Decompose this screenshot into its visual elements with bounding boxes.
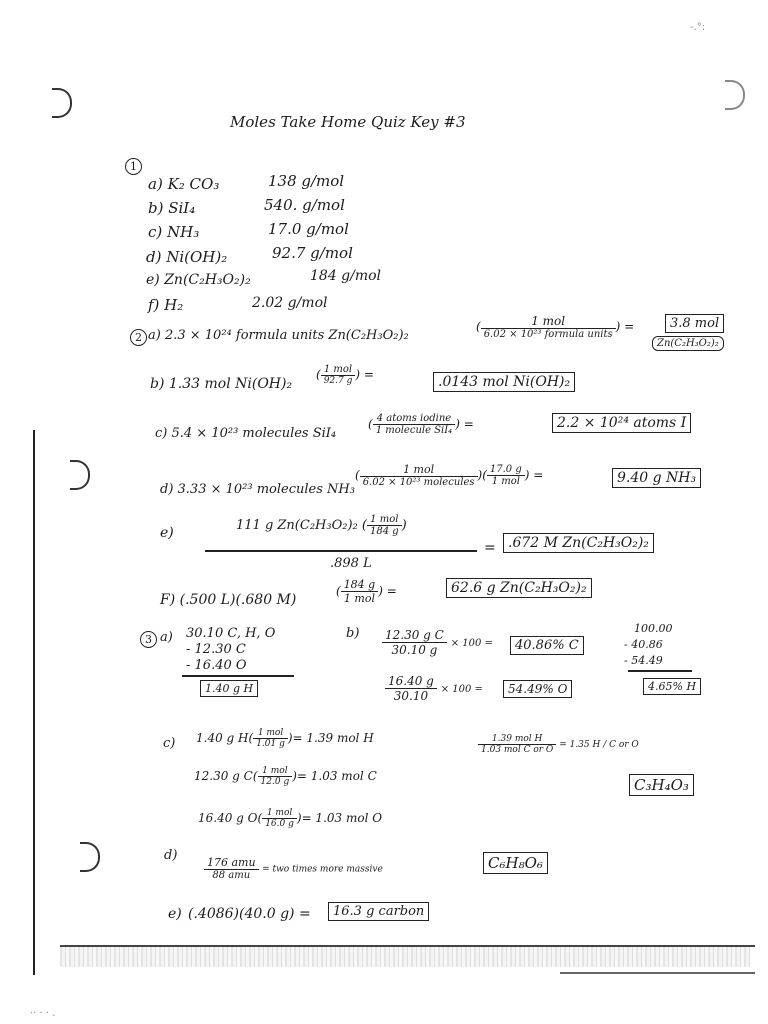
q2b-conversion: ( $\frac{\text{1 mol}}{92.7 g}$ ) = bbox=[316, 364, 374, 386]
q1-label: c) NH₃ bbox=[148, 223, 200, 241]
q3e-expression: (.4086)(40.0 g) = bbox=[188, 906, 311, 922]
q2d-answer: 9.40 g NH₃ bbox=[612, 468, 701, 488]
q2a-conversion: ( $\frac{\text{1 mol}}{\text{6.02 × 10²³ formula units}}$ ) = bbox=[476, 314, 635, 340]
q3a-lead: a) bbox=[160, 630, 173, 645]
bottom-rule bbox=[60, 945, 755, 947]
q1-label: e) Zn(C₂H₃O₂)₂ bbox=[146, 272, 251, 288]
q3a-answer: 1.40 g H bbox=[200, 680, 258, 697]
q3d-lead: d) bbox=[164, 848, 178, 863]
q2e-answer: .672 M Zn(C₂H₃O₂)₂ bbox=[503, 533, 654, 553]
q1-value: 184 g/mol bbox=[310, 268, 382, 284]
q3b-lead: b) bbox=[346, 626, 360, 641]
q3c-lead: c) bbox=[163, 736, 176, 751]
q1-label: f) H₂ bbox=[148, 296, 184, 314]
q1-value: 92.7 g/mol bbox=[272, 244, 353, 262]
q3e-lead: e) bbox=[168, 906, 182, 922]
q3b-answer-1: 40.86% C bbox=[510, 636, 584, 655]
q3a-line: - 12.30 C bbox=[186, 642, 246, 657]
q3d-formula: C₆H₈O₆ bbox=[483, 852, 548, 874]
q2c-lead: c) 5.4 × 10²³ molecules SiI₄ bbox=[155, 426, 337, 441]
q3b-column-bar bbox=[628, 670, 692, 672]
q3b-column: - 40.86 bbox=[624, 638, 663, 651]
q2d-conversion: ( $\frac{\text{1 mol}}{\text{6.02 × 10²³ molecules}}$ )( $\frac{17.0 g}{\text{1 mol}}$ ) = bbox=[355, 463, 544, 488]
q2f-answer: 62.6 g Zn(C₂H₃O₂)₂ bbox=[446, 578, 592, 598]
punch-hole bbox=[70, 460, 90, 490]
scan-speck: -.°: bbox=[690, 22, 706, 33]
q1-value: 2.02 g/mol bbox=[252, 295, 328, 311]
q1-label: b) SiI₄ bbox=[148, 199, 196, 217]
q3a-line: - 16.40 O bbox=[186, 658, 247, 673]
q2c-conversion: ( $\frac{\text{4 atoms iodine}}{\text{1 molecule SiI₄}}$ ) = bbox=[368, 413, 474, 436]
q3c-formula: C₃H₄O₃ bbox=[629, 774, 694, 796]
q3b-answer-3: 4.65% H bbox=[643, 678, 701, 695]
q2a-answer: 3.8 mol bbox=[665, 314, 724, 333]
q3b-column: 100.00 bbox=[634, 622, 673, 635]
q2a-answer-unit: Zn(C₂H₃O₂)₂ bbox=[652, 336, 724, 351]
q2e-top: 111 g Zn(C₂H₃O₂)₂ ( $\frac{\text{1 mol}}{184 g}$ ) bbox=[236, 514, 407, 537]
q3c-carbon: 12.30 g C( $\frac{\text{1 mol}}{12.0 g}$ )= 1.03 mol C bbox=[194, 766, 377, 787]
scan-speck: ·· · · . bbox=[30, 1008, 56, 1019]
q3b-answer-2: 54.49% O bbox=[503, 680, 572, 698]
question-3-number: 3 bbox=[140, 628, 157, 648]
q3b-fraction-1: $\frac{\text{12.30 g C}}{30.10 g}$ × 100 = bbox=[382, 628, 493, 657]
q2b-lead: b) 1.33 mol Ni(OH)₂ bbox=[150, 376, 293, 392]
q2f-conversion: ( $\frac{184 g}{\text{1 mol}}$ ) = bbox=[336, 578, 397, 605]
q2e-lead: e) bbox=[160, 525, 174, 541]
q3e-answer: 16.3 g carbon bbox=[328, 902, 429, 921]
page-title: Moles Take Home Quiz Key #3 bbox=[230, 113, 466, 131]
q2c-answer: 2.2 × 10²⁴ atoms I bbox=[552, 413, 691, 433]
q2b-answer: .0143 mol Ni(OH)₂ bbox=[433, 372, 575, 392]
q3c-hydrogen: 1.40 g H( $\frac{\text{1 mol}}{1.01 g}$ )= 1.39 mol H bbox=[196, 728, 374, 749]
q2f-lead: F) (.500 L)(.680 M) bbox=[160, 592, 297, 608]
q1-value: 17.0 g/mol bbox=[268, 220, 349, 238]
q1-label: d) Ni(OH)₂ bbox=[146, 248, 228, 266]
q2a-lead: a) 2.3 × 10²⁴ formula units Zn(C₂H₃O₂)₂ bbox=[148, 328, 409, 343]
q3b-fraction-2: $\frac{16.40 g}{30.10}$ × 100 = bbox=[385, 674, 483, 703]
q3c-ratio: $\frac{\text{1.39 mol H}}{\text{1.03 mol C or O}}$ = 1.35 H / C or O bbox=[478, 734, 639, 755]
q1-value: 138 g/mol bbox=[268, 172, 345, 190]
punch-hole bbox=[80, 842, 100, 872]
scan-band bbox=[60, 945, 750, 967]
bottom-rule bbox=[560, 972, 755, 974]
question-2-number: 2 bbox=[130, 326, 147, 346]
punch-hole bbox=[52, 88, 72, 118]
q2e-equals: = bbox=[484, 540, 496, 556]
q2d-lead: d) 3.33 × 10²³ molecules NH₃ bbox=[160, 482, 355, 497]
margin-line bbox=[33, 430, 35, 975]
q2e-bottom: .898 L bbox=[330, 556, 372, 571]
q3d-fraction: $\frac{\text{176 amu}}{\text{88 amu}}$ = two times more massive bbox=[204, 856, 383, 881]
q1-value: 540. g/mol bbox=[264, 196, 345, 214]
punch-hole bbox=[725, 80, 745, 110]
q3b-column: - 54.49 bbox=[624, 654, 663, 667]
q3a-subtraction-bar bbox=[182, 675, 294, 677]
q3c-oxygen: 16.40 g O( $\frac{\text{1 mol}}{16.0 g}$ )= 1.03 mol O bbox=[198, 808, 383, 829]
q1-label: a) K₂ CO₃ bbox=[148, 175, 220, 193]
question-1-number: 1 bbox=[125, 155, 142, 175]
q2e-fraction-bar bbox=[205, 550, 477, 552]
q3a-line: 30.10 C, H, O bbox=[186, 626, 276, 641]
